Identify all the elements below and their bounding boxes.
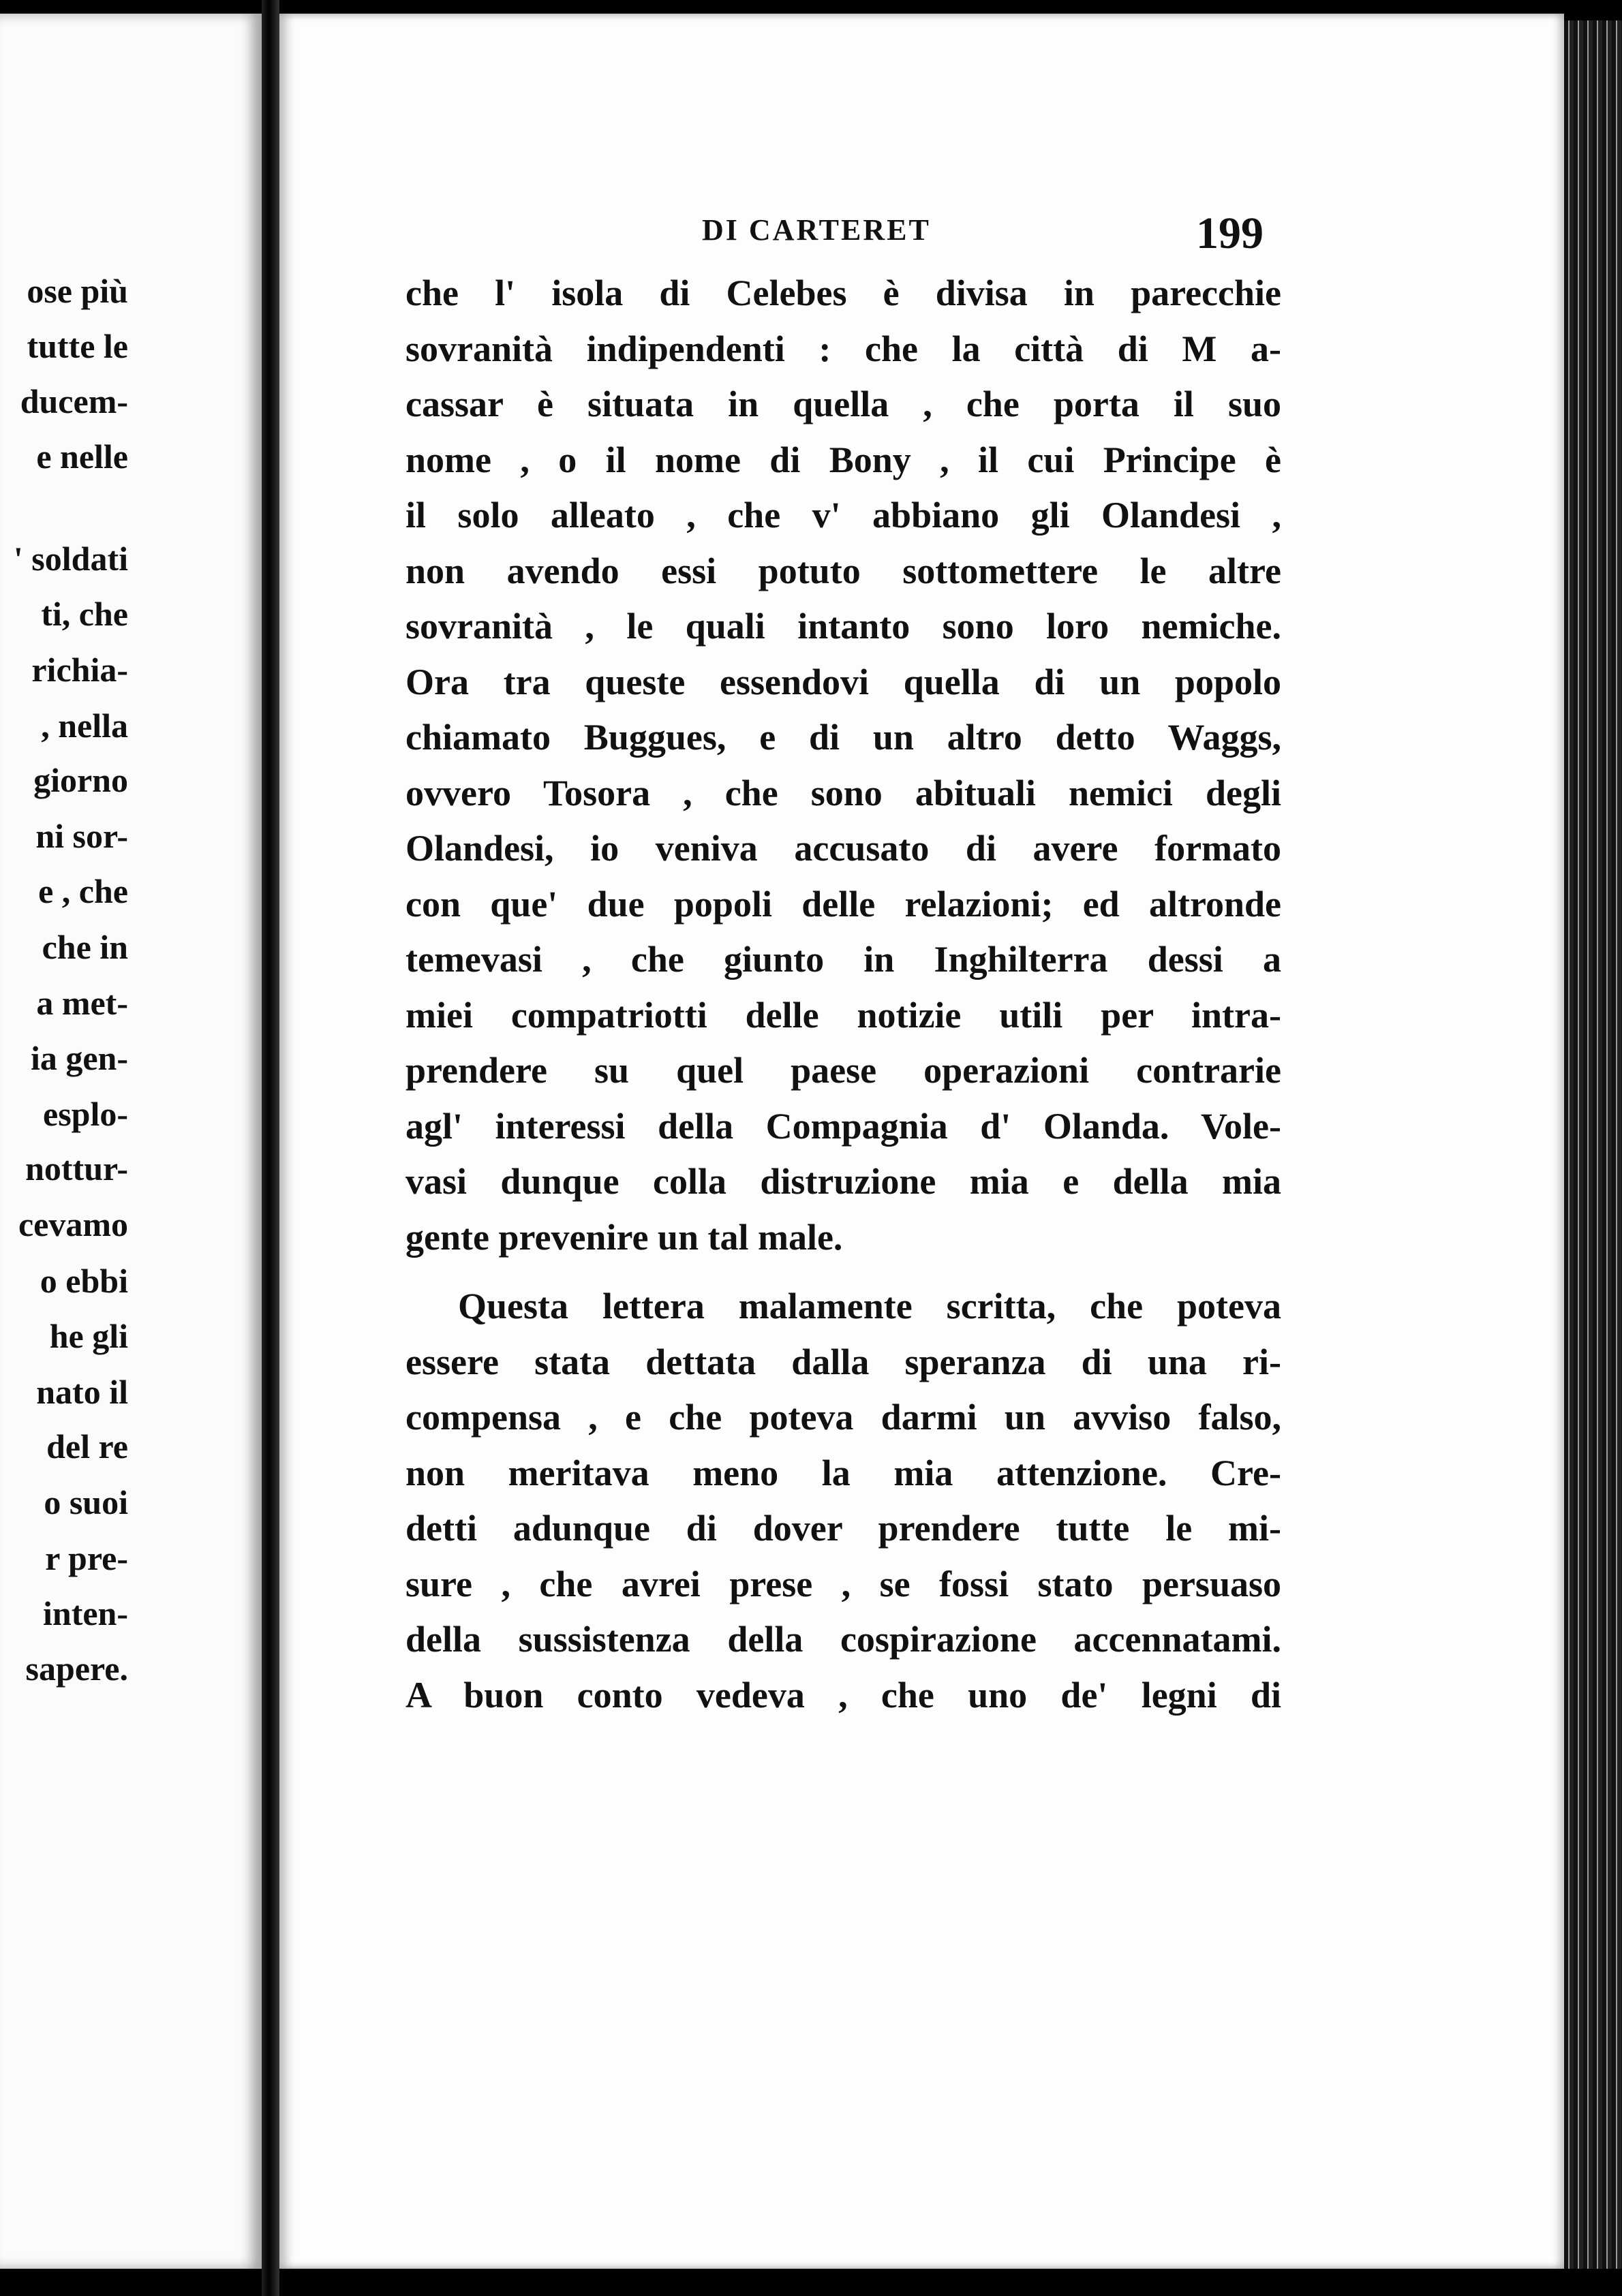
paragraph2-line: A buon conto vedeva , che uno de' legni di: [406, 1675, 1281, 1716]
paragraph1-line: Ora tra queste essendovi quella di un popolo: [406, 662, 1281, 702]
paragraph1-line: prendere su quel paese operazioni contrarie: [406, 1050, 1281, 1091]
left-page-line: del re: [46, 1427, 128, 1465]
left-page-line: r pre-: [45, 1539, 128, 1577]
paragraph1-line: temevasi , che giunto in Inghilterra dessi a: [406, 939, 1281, 980]
left-page-line: ' soldati: [13, 540, 128, 578]
left-page-line: ose più: [27, 272, 128, 310]
left-page-line: tutte le: [27, 327, 128, 365]
left-page-line: ni sor-: [35, 817, 128, 855]
left-facing-page: [0, 14, 262, 2269]
paragraph1-line: con que' due popoli delle relazioni; ed altronde: [406, 884, 1281, 925]
paragraph1-line: sovranità , le quali intanto sono loro nemiche.: [406, 606, 1281, 647]
paragraph1-line: nome , o il nome di Bony , il cui Principe è: [406, 439, 1281, 480]
paragraph1-line: agl' interessi della Compagnia d' Olanda. Vole-: [406, 1106, 1281, 1147]
left-page-line: nottur-: [25, 1149, 128, 1188]
book-gutter: [262, 0, 279, 2296]
paragraph1-line: che l' isola di Celebes è divisa in parecchie: [406, 273, 1281, 313]
left-page-line: e , che: [38, 872, 128, 910]
left-page-line: , nella: [41, 707, 128, 745]
paragraph1-line: ovvero Tosora , che sono abituali nemici degli: [406, 773, 1281, 813]
left-page-line: richia-: [31, 651, 128, 689]
paragraph2-line: della sussistenza della cospirazione accennatami.: [406, 1619, 1281, 1660]
running-head: DI CARTERET: [702, 213, 931, 247]
left-page-line: inten-: [43, 1594, 128, 1632]
paragraph2-line: Questa lettera malamente scritta, che poteva: [458, 1286, 1281, 1327]
paragraph2-line: essere stata dettata dalla speranza di una ri-: [406, 1341, 1281, 1382]
left-page-line: o ebbi: [40, 1262, 128, 1300]
left-page-line: giorno: [33, 761, 128, 799]
paragraph1-line: sovranità indipendenti : che la città di M a-: [406, 328, 1281, 369]
left-page-line: a met-: [36, 984, 128, 1022]
paragraph1-line: miei compatriotti delle notizie utili per intra-: [406, 995, 1281, 1036]
paragraph1-line: chiamato Buggues, e di un altro detto Waggs,: [406, 717, 1281, 758]
paragraph2-line: sure , che avrei prese , se fossi stato persuaso: [406, 1564, 1281, 1604]
left-page-line: ducem-: [20, 382, 128, 420]
page-edges: [1564, 20, 1622, 2269]
paragraph1-line: non avendo essi potuto sottomettere le altre: [406, 550, 1281, 591]
left-page-line: ia gen-: [30, 1039, 128, 1077]
left-page-line: cevamo: [18, 1205, 128, 1243]
left-page-line: e nelle: [36, 437, 128, 476]
paragraph1-line: il solo alleato , che v' abbiano gli Olandesi ,: [406, 495, 1281, 536]
page-number: 199: [1196, 208, 1264, 258]
left-page-line: che in: [42, 928, 128, 966]
paragraph2-line: detti adunque di dover prendere tutte le mi-: [406, 1508, 1281, 1549]
left-page-line: esplo-: [43, 1095, 128, 1133]
paragraph1-line: Olandesi, io veniva accusato di avere formato: [406, 828, 1281, 869]
left-page-line: o suoi: [44, 1483, 128, 1521]
paragraph1-line: cassar è situata in quella , che porta il suo: [406, 384, 1281, 424]
paragraph2-line: non meritava meno la mia attenzione. Cre-: [406, 1453, 1281, 1493]
left-page-line: he gli: [49, 1317, 128, 1355]
left-page-line: ti, che: [41, 595, 128, 633]
left-page-line: sapere.: [25, 1649, 128, 1688]
paragraph1-line: vasi dunque colla distruzione mia e della mia: [406, 1161, 1281, 1202]
paragraph1-line: gente prevenire un tal male.: [406, 1217, 843, 1258]
paragraph2-line: compensa , e che poteva darmi un avviso falso,: [406, 1397, 1281, 1438]
left-page-line: nato il: [36, 1373, 128, 1411]
